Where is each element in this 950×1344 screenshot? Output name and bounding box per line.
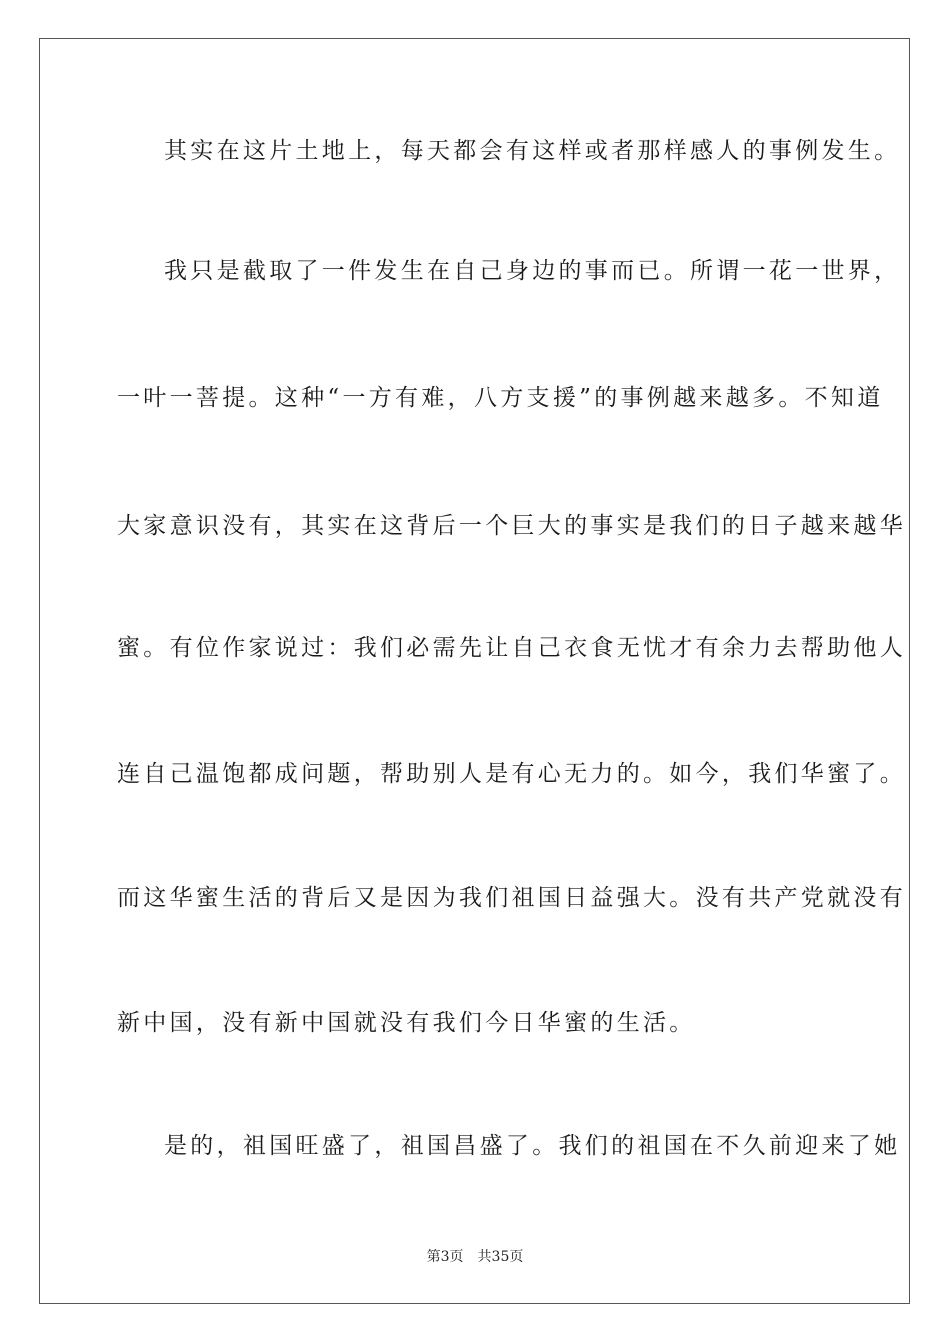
text-line-1: 其实在这片土地上，每天都会有这样或者那样感人的事例发生。 (164, 138, 901, 164)
text-line-7: 而这华蜜生活的背后又是因为我们祖国日益强大。没有共产党就没有 (117, 885, 906, 911)
text-line-6: 连自己温饱都成问题，帮助别人是有心无力的。如今，我们华蜜了。 (117, 761, 906, 787)
page-number-current: 第3页 (426, 1249, 464, 1265)
text-line-2: 我只是截取了一件发生在自己身边的事而已。所谓一花一世界， (164, 258, 901, 284)
text-line-3: 一叶一菩提。这种“一方有难，八方支援”的事例越来越多。不知道 (117, 385, 884, 411)
text-line-8: 新中国，没有新中国就没有我们今日华蜜的生活。 (117, 1010, 696, 1036)
text-line-4: 大家意识没有，其实在这背后一个巨大的事实是我们的日子越来越华 (117, 513, 906, 539)
text-line-9: 是的，祖国旺盛了，祖国昌盛了。我们的祖国在不久前迎来了她 (164, 1133, 901, 1159)
text-line-5: 蜜。有位作家说过：我们必需先让自己衣食无忧才有余力去帮助他人 (117, 635, 906, 661)
page-border (39, 38, 910, 1304)
page-footer (0, 1248, 950, 1266)
page-number-total: 共35页 (477, 1249, 524, 1265)
